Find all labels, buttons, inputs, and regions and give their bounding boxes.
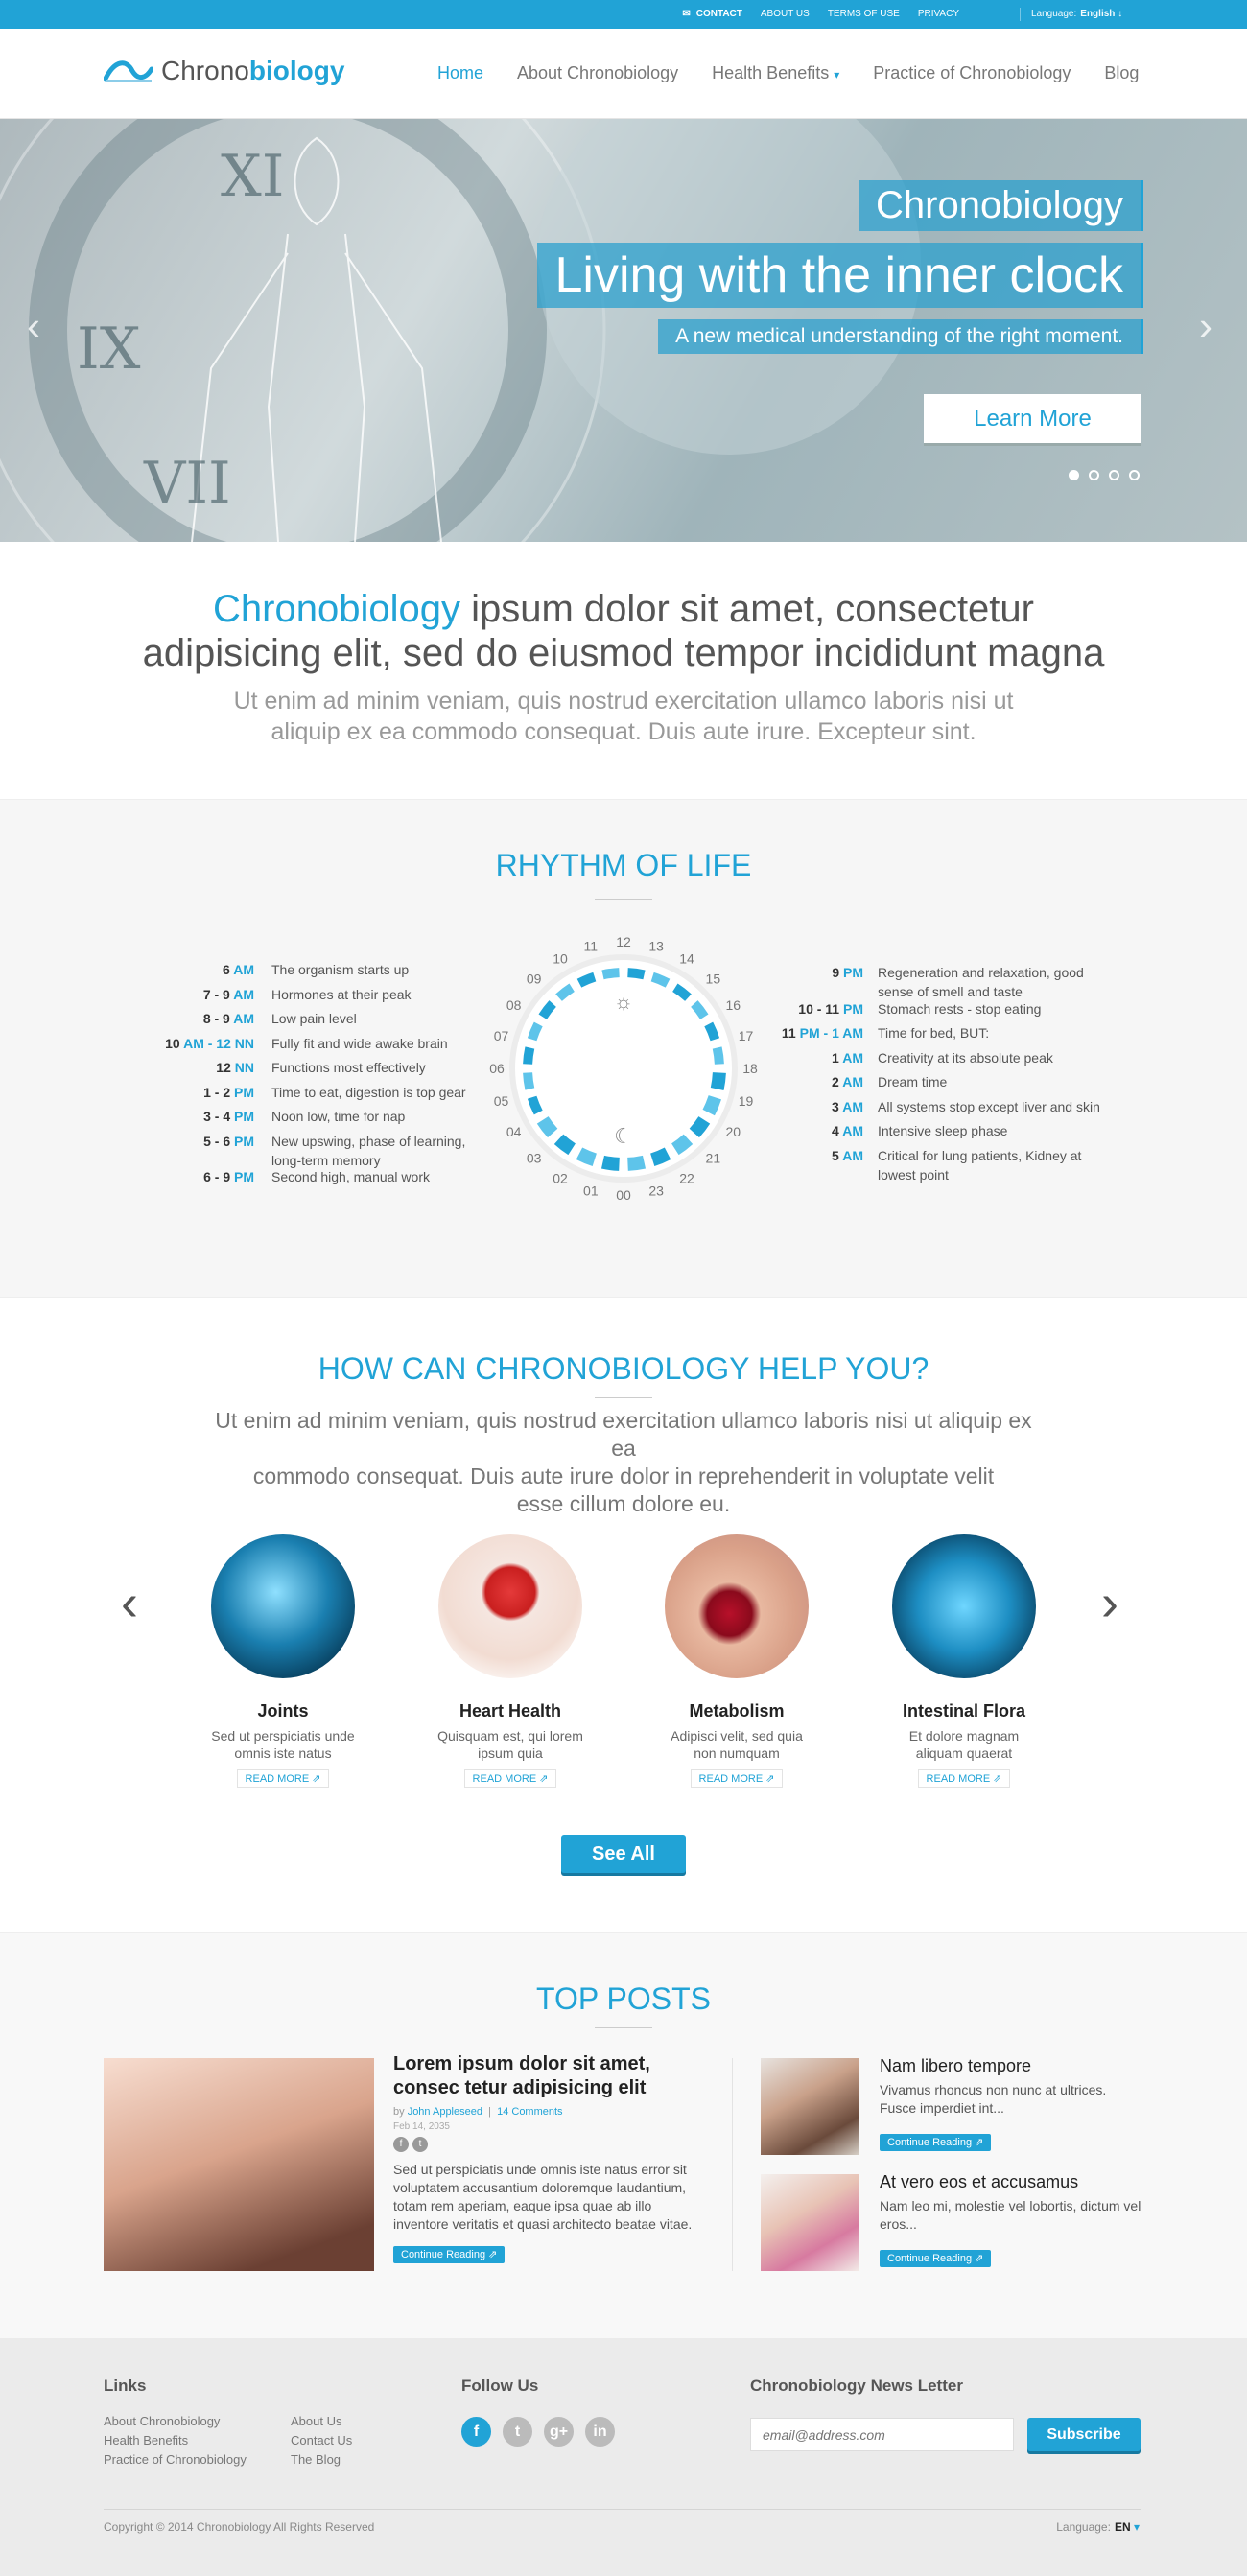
caret-down-icon: ▾ bbox=[834, 68, 840, 82]
rhythm-description: Intensive sleep phase bbox=[878, 1123, 1008, 1138]
read-more-link[interactable]: READ MORE ⇗ bbox=[237, 1769, 330, 1788]
hour-segment bbox=[652, 1154, 668, 1160]
rhythm-description: Second high, manual work bbox=[271, 1169, 430, 1184]
main-post-title[interactable]: Lorem ipsum dolor sit amet, consec tetur adipisicing elit bbox=[393, 2053, 650, 2098]
twitter-icon[interactable]: t bbox=[412, 2137, 428, 2152]
slider-dot[interactable] bbox=[1089, 470, 1099, 480]
intestine-image bbox=[892, 1534, 1036, 1678]
side-post-body: Vivamus rhoncus non nunc at ultrices. Fusce imperdiet int... bbox=[880, 2082, 1107, 2116]
links-column-1 bbox=[104, 2412, 247, 2470]
hour-segment bbox=[528, 1047, 529, 1064]
hour-label: 16 bbox=[725, 997, 741, 1013]
hour-label: 04 bbox=[506, 1124, 522, 1139]
hero-title: Chronobiology bbox=[859, 180, 1143, 231]
rhythm-title: RHYTHM OF LIFE bbox=[495, 848, 752, 882]
rhythm-time: 1 AM bbox=[832, 1049, 863, 1066]
side-post-title[interactable]: At vero eos et accusamus bbox=[880, 2172, 1079, 2191]
rhythm-time: 7 - 9 AM bbox=[202, 986, 254, 1002]
hour-segment bbox=[602, 1162, 619, 1164]
twitter-icon[interactable]: t bbox=[503, 2417, 532, 2447]
card-text: Sed ut perspiciatis unde omnis iste natus bbox=[211, 1728, 355, 1761]
rhythm-description: The organism starts up bbox=[271, 962, 410, 977]
mail-icon: ✉ bbox=[682, 9, 691, 19]
rhythm-time: 1 - 2 PM bbox=[203, 1084, 254, 1100]
main-post-meta: by John Appleseed | 14 Comments bbox=[393, 2106, 563, 2118]
rhythm-description: Dream time bbox=[878, 1074, 948, 1089]
side-post-title[interactable]: Nam libero tempore bbox=[880, 2056, 1032, 2075]
hour-label: 00 bbox=[616, 1187, 631, 1203]
subscribe-button[interactable]: Subscribe bbox=[1027, 2418, 1141, 2451]
help-subtext: Ut enim ad minim veniam, quis nostrud exercitation ullamco laboris nisi ut aliquip ex ea commodo consequat. Duis aute irure dolor in reprehenderit in voluptate velit esse cillum dolore eu. bbox=[215, 1408, 1032, 1516]
hour-segment bbox=[532, 1097, 539, 1112]
hour-segment bbox=[675, 1139, 689, 1149]
hour-segment bbox=[627, 1162, 644, 1164]
about-us-link[interactable]: ABOUT US bbox=[760, 9, 810, 19]
day-clock bbox=[480, 925, 767, 1212]
terms-link[interactable]: TERMS OF USE bbox=[827, 9, 900, 19]
hour-segment bbox=[579, 977, 595, 984]
read-more-link[interactable]: READ MORE ⇗ bbox=[691, 1769, 784, 1788]
rhythm-time: 11 PM - 1 AM bbox=[781, 1025, 863, 1041]
footer-language-selector[interactable]: Language: EN ▾ bbox=[1056, 2520, 1140, 2534]
hour-segment bbox=[532, 1024, 539, 1040]
slider-dot[interactable] bbox=[1069, 470, 1079, 480]
slider-dots bbox=[1069, 470, 1140, 480]
carousel-prev-icon[interactable]: ‹ bbox=[121, 1574, 138, 1631]
rhythm-description: Functions most effectively bbox=[271, 1060, 426, 1075]
card-text: Et dolore magnam aliquam quaerat bbox=[908, 1728, 1020, 1761]
facebook-icon[interactable]: f bbox=[461, 2417, 491, 2447]
rhythm-time: 3 AM bbox=[832, 1098, 863, 1114]
continue-reading-button[interactable]: Continue Reading ⇗ bbox=[880, 2134, 991, 2151]
hour-label: 20 bbox=[725, 1124, 741, 1139]
hour-segment bbox=[627, 972, 644, 974]
card-text: Quisquam est, qui lorem ipsum quia bbox=[437, 1728, 583, 1761]
hour-label: 10 bbox=[553, 950, 568, 967]
top-posts-section bbox=[0, 1932, 1247, 2338]
intro-section bbox=[0, 542, 1247, 799]
help-title: HOW CAN CHRONOBIOLOGY HELP YOU? bbox=[318, 1351, 929, 1386]
rhythm-time: 3 - 4 PM bbox=[203, 1109, 254, 1124]
rhythm-description: Regeneration and relaxation, good sense of smell and taste bbox=[878, 965, 1084, 999]
metabolism-image bbox=[665, 1534, 809, 1678]
moon-icon: ☾ bbox=[614, 1124, 633, 1148]
footer-link[interactable]: About Us bbox=[291, 2414, 342, 2428]
footer bbox=[0, 2338, 1247, 2576]
rhythm-time: 12 NN bbox=[216, 1060, 254, 1075]
card-joints[interactable] bbox=[197, 1534, 369, 1788]
rhythm-description: Hormones at their peak bbox=[271, 986, 412, 1002]
see-all-button[interactable]: See All bbox=[561, 1835, 686, 1873]
main-post-body: Sed ut perspiciatis unde omnis iste natus error sit voluptatem accusantium doloremque laudantium, totam rem aperiam, eaque ipsa quae ab illo inventore veritatis et quasi architecto beatae vitae. bbox=[393, 2162, 693, 2232]
rhythm-description: New upswing, phase of learning, long-term memory bbox=[271, 1133, 466, 1168]
hour-label: 03 bbox=[526, 1150, 542, 1166]
intro-subtext: Ut enim ad minim veniam, quis nostrud exercitation ullamco laboris nisi ut aliquip ex ea commodo consequat. Duis aute irure. Excepteur sint. bbox=[233, 688, 1014, 745]
contact-label: CONTACT bbox=[695, 9, 742, 19]
footer-link[interactable]: Practice of Chronobiology bbox=[104, 2452, 247, 2467]
rhythm-time: 9 PM bbox=[832, 965, 863, 980]
language-label: Language: bbox=[1031, 9, 1077, 19]
main-post-date: Feb 14, 2035 bbox=[393, 2121, 450, 2132]
hour-label: 13 bbox=[648, 938, 664, 954]
hour-segment bbox=[579, 1154, 595, 1160]
links-heading: Links bbox=[104, 2377, 147, 2395]
rhythm-description: Stomach rests - stop eating bbox=[878, 1000, 1042, 1017]
rhythm-description: Fully fit and wide awake brain bbox=[271, 1035, 448, 1051]
top-posts-title: TOP POSTS bbox=[536, 1981, 711, 2016]
intro-heading: Chronobiology ipsum dolor sit amet, consectetur adipisicing elit, sed do eiusmod tempor incididunt magna bbox=[142, 588, 1105, 674]
hour-label: 14 bbox=[679, 950, 694, 967]
share-icons bbox=[393, 2137, 428, 2152]
links-column-2 bbox=[291, 2412, 352, 2470]
logo-wave-icon bbox=[104, 58, 153, 84]
main-nav bbox=[437, 63, 1139, 83]
top-links bbox=[682, 9, 959, 19]
hour-label: 07 bbox=[493, 1027, 509, 1043]
hour-segment bbox=[709, 1097, 716, 1112]
joints-image bbox=[211, 1534, 355, 1678]
nav-about[interactable]: About Chronobiology bbox=[517, 63, 679, 82]
hour-label: 12 bbox=[616, 934, 631, 949]
footer-link[interactable]: Health Benefits bbox=[104, 2433, 189, 2447]
contact-link[interactable] bbox=[682, 9, 742, 19]
footer-link[interactable]: The Blog bbox=[291, 2452, 341, 2467]
hour-label: 06 bbox=[489, 1061, 505, 1076]
hour-label: 09 bbox=[526, 971, 542, 987]
hour-label: 15 bbox=[705, 971, 721, 987]
card-text: Adipisci velit, sed quia non numquam bbox=[671, 1728, 803, 1761]
language-value: English bbox=[1080, 9, 1116, 19]
sun-icon: ☼ bbox=[613, 990, 634, 1014]
logo-text: Chronobiology bbox=[161, 56, 345, 85]
hour-label: 21 bbox=[705, 1150, 721, 1166]
google-plus-icon[interactable]: g+ bbox=[544, 2417, 574, 2447]
rhythm-time: 2 AM bbox=[832, 1074, 863, 1089]
title-divider bbox=[595, 899, 652, 900]
hour-segment bbox=[718, 1047, 719, 1064]
logo[interactable] bbox=[104, 56, 344, 86]
hour-label: 02 bbox=[553, 1170, 568, 1186]
rhythm-description: Noon low, time for nap bbox=[271, 1109, 406, 1124]
heart-image bbox=[438, 1534, 582, 1678]
slider-prev-arrow-icon[interactable]: ‹ bbox=[27, 303, 40, 348]
rhythm-time: 6 - 9 PM bbox=[203, 1169, 254, 1184]
hour-label: 01 bbox=[583, 1183, 599, 1199]
title-divider bbox=[595, 2027, 652, 2028]
help-section bbox=[0, 1298, 1247, 1932]
card-title: Metabolism bbox=[689, 1701, 785, 1721]
read-more-link[interactable]: READ MORE ⇗ bbox=[464, 1769, 557, 1788]
rhythm-time: 6 AM bbox=[223, 962, 254, 977]
top-bar bbox=[0, 0, 1247, 29]
hour-segment bbox=[718, 1072, 719, 1089]
hour-segment bbox=[528, 1072, 529, 1089]
hour-segment bbox=[709, 1024, 716, 1040]
hour-label: 22 bbox=[679, 1170, 694, 1186]
card-title: Joints bbox=[257, 1701, 309, 1721]
rhythm-time: 10 - 11 PM bbox=[798, 1000, 863, 1017]
hour-label: 18 bbox=[742, 1061, 758, 1076]
divider bbox=[732, 2058, 733, 2271]
caret-down-icon: ▾ bbox=[1133, 2520, 1140, 2534]
hour-label: 19 bbox=[738, 1093, 754, 1110]
card-title: Intestinal Flora bbox=[902, 1701, 1026, 1721]
title-divider bbox=[595, 1397, 652, 1398]
read-more-link[interactable]: READ MORE ⇗ bbox=[918, 1769, 1011, 1788]
hour-segment bbox=[694, 1120, 704, 1134]
learn-more-button[interactable]: Learn More bbox=[924, 394, 1141, 443]
footer-link[interactable]: About Chronobiology bbox=[104, 2414, 221, 2428]
rhythm-section bbox=[0, 799, 1247, 1298]
side-post-image[interactable] bbox=[761, 2058, 859, 2155]
main-post-image[interactable] bbox=[104, 2058, 374, 2271]
newsletter-email-input[interactable] bbox=[750, 2418, 1014, 2451]
rhythm-time: 4 AM bbox=[832, 1123, 863, 1138]
rhythm-description: Time for bed, BUT: bbox=[878, 1025, 990, 1041]
side-post-image[interactable] bbox=[761, 2174, 859, 2271]
slider-next-arrow-icon[interactable]: › bbox=[1199, 303, 1212, 348]
newsletter-heading: Chronobiology News Letter bbox=[750, 2377, 963, 2395]
hour-label: 23 bbox=[648, 1183, 664, 1199]
comments-link[interactable]: 14 Comments bbox=[497, 2106, 563, 2118]
rhythm-description: Low pain level bbox=[271, 1011, 357, 1026]
side-post-body: Nam leo mi, molestie vel lobortis, dictum vel eros... bbox=[880, 2198, 1141, 2232]
continue-reading-button[interactable]: Continue Reading ⇗ bbox=[393, 2246, 505, 2263]
rhythm-time: 10 AM - 12 NN bbox=[165, 1035, 254, 1051]
carousel-next-icon[interactable]: › bbox=[1101, 1574, 1118, 1631]
nav-blog[interactable]: Blog bbox=[1104, 63, 1140, 82]
hour-segment bbox=[543, 1120, 553, 1134]
follow-heading: Follow Us bbox=[461, 2377, 539, 2395]
hero-heading: Living with the inner clock bbox=[537, 243, 1143, 308]
rhythm-description: Critical for lung patients, Kidney at lowest point bbox=[878, 1147, 1082, 1183]
social-icons bbox=[461, 2417, 615, 2447]
footer-link[interactable]: Contact Us bbox=[291, 2433, 353, 2447]
card-heart-health[interactable] bbox=[424, 1534, 597, 1788]
card-title: Heart Health bbox=[459, 1701, 562, 1721]
svg-text:IX: IX bbox=[77, 316, 141, 383]
nav-home[interactable]: Home bbox=[437, 63, 484, 82]
language-selector[interactable] bbox=[1031, 9, 1122, 19]
hero-subheading: A new medical understanding of the right moment. bbox=[658, 319, 1143, 354]
hour-label: 05 bbox=[493, 1093, 509, 1110]
divider bbox=[1020, 8, 1021, 21]
continue-reading-button[interactable]: Continue Reading ⇗ bbox=[880, 2250, 991, 2267]
hour-segment bbox=[652, 977, 668, 984]
rhythm-time: 5 - 6 PM bbox=[203, 1133, 254, 1149]
card-metabolism[interactable] bbox=[650, 1534, 823, 1788]
hour-segment bbox=[559, 1139, 573, 1149]
hero-slider bbox=[0, 119, 1247, 542]
slider-dot[interactable] bbox=[1129, 470, 1140, 480]
slider-dot[interactable] bbox=[1109, 470, 1119, 480]
hour-label: 17 bbox=[738, 1027, 754, 1043]
rhythm-time: 8 - 9 AM bbox=[202, 1011, 254, 1026]
privacy-link[interactable]: PRIVACY bbox=[917, 9, 959, 19]
header bbox=[0, 29, 1247, 119]
hour-segment bbox=[602, 972, 619, 974]
rhythm-description: All systems stop except liver and skin bbox=[878, 1098, 1100, 1114]
rhythm-time: 5 AM bbox=[832, 1147, 863, 1163]
linkedin-icon[interactable]: in bbox=[585, 2417, 615, 2447]
facebook-icon[interactable]: f bbox=[393, 2137, 409, 2152]
author-link[interactable]: John Appleseed bbox=[407, 2106, 482, 2118]
rhythm-description: Time to eat, digestion is top gear bbox=[271, 1084, 466, 1100]
hour-label: 11 bbox=[583, 938, 599, 954]
nav-practice[interactable]: Practice of Chronobiology bbox=[873, 63, 1071, 82]
copyright: Copyright © 2014 Chronobiology All Rights Reserved bbox=[104, 2520, 375, 2534]
divider bbox=[104, 2509, 1141, 2510]
nav-health-benefits[interactable]: Health Benefits ▾ bbox=[712, 63, 840, 82]
hour-label: 08 bbox=[506, 997, 522, 1013]
svg-text:VII: VII bbox=[144, 450, 231, 517]
card-intestinal-flora[interactable] bbox=[878, 1534, 1050, 1788]
svg-text:XI: XI bbox=[221, 143, 285, 210]
rhythm-description: Creativity at its absolute peak bbox=[878, 1049, 1053, 1066]
sort-icon: ↕ bbox=[1118, 9, 1123, 19]
